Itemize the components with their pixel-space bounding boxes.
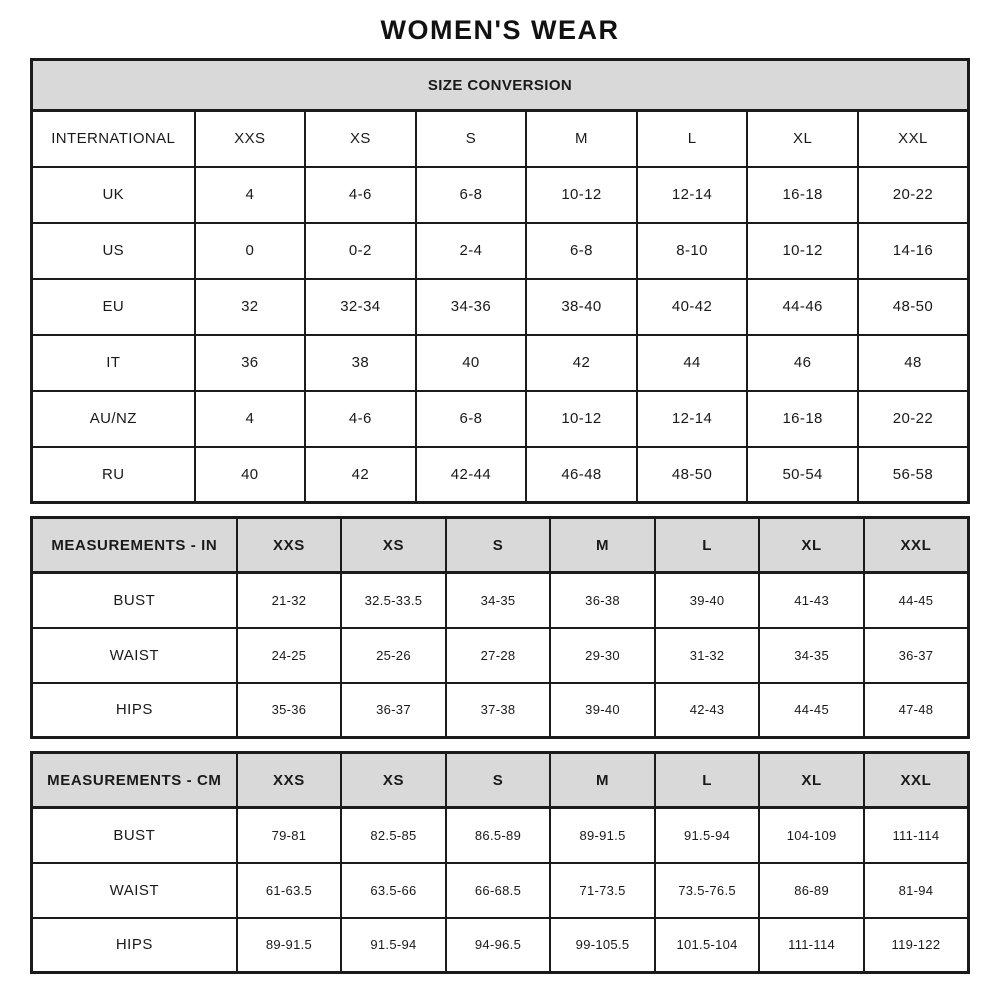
value-cell: 99-105.5: [550, 918, 655, 973]
row-label: HIPS: [32, 918, 237, 973]
table-row: [32, 447, 969, 503]
header-label: INTERNATIONAL: [32, 111, 195, 167]
size-cell: 10-12: [747, 223, 858, 279]
size-cell: 42-44: [416, 447, 527, 503]
size-header: XL: [759, 518, 864, 573]
size-cell: 40: [195, 447, 306, 503]
row-label: BUST: [32, 808, 237, 863]
size-cell: 46: [747, 335, 858, 391]
size-cell: 8-10: [637, 223, 748, 279]
value-cell: 34-35: [759, 628, 864, 683]
page-title: WOMEN'S WEAR: [380, 15, 620, 45]
value-cell: 86-89: [759, 863, 864, 918]
value-cell: 82.5-85: [341, 808, 446, 863]
size-cell: 38-40: [526, 279, 637, 335]
value-cell: 71-73.5: [550, 863, 655, 918]
size-cell: 38: [305, 335, 416, 391]
row-label: IT: [32, 335, 195, 391]
table-row: [32, 808, 969, 863]
size-conversion-title: SIZE CONVERSION: [32, 60, 969, 111]
size-header: L: [655, 518, 760, 573]
size-cell: 48-50: [858, 279, 969, 335]
size-cell: 12-14: [637, 391, 748, 447]
value-cell: 94-96.5: [446, 918, 551, 973]
size-header: L: [655, 753, 760, 808]
value-cell: 29-30: [550, 628, 655, 683]
size-cell: 16-18: [747, 167, 858, 223]
size-cell: 42: [526, 335, 637, 391]
table-row: [32, 223, 969, 279]
size-cell: 36: [195, 335, 306, 391]
size-header: XS: [341, 753, 446, 808]
table-row: [32, 918, 969, 973]
value-cell: 39-40: [655, 573, 760, 628]
measurements-cm-table: [30, 751, 970, 974]
table-row: [32, 391, 969, 447]
value-cell: 27-28: [446, 628, 551, 683]
size-header: XXS: [237, 518, 342, 573]
size-cell: 46-48: [526, 447, 637, 503]
size-cell: 42: [305, 447, 416, 503]
size-cell: 20-22: [858, 167, 969, 223]
size-cell: 4-6: [305, 391, 416, 447]
value-cell: 47-48: [864, 683, 969, 738]
size-header: XXL: [858, 111, 969, 167]
size-cell: 10-12: [526, 167, 637, 223]
value-cell: 73.5-76.5: [655, 863, 760, 918]
value-cell: 41-43: [759, 573, 864, 628]
size-cell: 48: [858, 335, 969, 391]
size-cell: 10-12: [526, 391, 637, 447]
table-row: [32, 60, 969, 111]
size-header: XXS: [237, 753, 342, 808]
value-cell: 101.5-104: [655, 918, 760, 973]
table-row: [32, 518, 969, 573]
size-cell: 20-22: [858, 391, 969, 447]
size-cell: 0-2: [305, 223, 416, 279]
size-header: XS: [305, 111, 416, 167]
row-label: UK: [32, 167, 195, 223]
value-cell: 34-35: [446, 573, 551, 628]
value-cell: 31-32: [655, 628, 760, 683]
size-cell: 4: [195, 167, 306, 223]
size-header: XL: [747, 111, 858, 167]
table-row: [32, 683, 969, 738]
value-cell: 79-81: [237, 808, 342, 863]
value-cell: 61-63.5: [237, 863, 342, 918]
size-header: XXL: [864, 518, 969, 573]
table-row: [32, 111, 969, 167]
size-cell: 4-6: [305, 167, 416, 223]
value-cell: 44-45: [759, 683, 864, 738]
value-cell: 44-45: [864, 573, 969, 628]
table-row: [32, 863, 969, 918]
value-cell: 37-38: [446, 683, 551, 738]
value-cell: 36-38: [550, 573, 655, 628]
size-cell: 56-58: [858, 447, 969, 503]
value-cell: 66-68.5: [446, 863, 551, 918]
value-cell: 35-36: [237, 683, 342, 738]
value-cell: 42-43: [655, 683, 760, 738]
size-cell: 50-54: [747, 447, 858, 503]
measurements-in-table: [30, 516, 970, 739]
value-cell: 32.5-33.5: [341, 573, 446, 628]
size-header: XXL: [864, 753, 969, 808]
row-label: AU/NZ: [32, 391, 195, 447]
size-cell: 34-36: [416, 279, 527, 335]
size-header: S: [446, 518, 551, 573]
value-cell: 24-25: [237, 628, 342, 683]
value-cell: 119-122: [864, 918, 969, 973]
size-cell: 12-14: [637, 167, 748, 223]
size-cell: 32-34: [305, 279, 416, 335]
size-header: XS: [341, 518, 446, 573]
measurements-in-title: MEASUREMENTS - IN: [32, 518, 237, 573]
value-cell: 25-26: [341, 628, 446, 683]
size-cell: 40: [416, 335, 527, 391]
value-cell: 39-40: [550, 683, 655, 738]
value-cell: 89-91.5: [550, 808, 655, 863]
size-cell: 16-18: [747, 391, 858, 447]
value-cell: 36-37: [341, 683, 446, 738]
value-cell: 91.5-94: [655, 808, 760, 863]
table-row: [32, 753, 969, 808]
size-cell: 6-8: [416, 167, 527, 223]
size-cell: 6-8: [416, 391, 527, 447]
size-header: L: [637, 111, 748, 167]
size-header: XL: [759, 753, 864, 808]
size-cell: 0: [195, 223, 306, 279]
value-cell: 81-94: [864, 863, 969, 918]
size-cell: 6-8: [526, 223, 637, 279]
measurements-cm-title: MEASUREMENTS - CM: [32, 753, 237, 808]
size-header: M: [550, 518, 655, 573]
table-row: [32, 573, 969, 628]
value-cell: 111-114: [759, 918, 864, 973]
size-cell: 48-50: [637, 447, 748, 503]
value-cell: 111-114: [864, 808, 969, 863]
value-cell: 36-37: [864, 628, 969, 683]
size-cell: 44: [637, 335, 748, 391]
size-cell: 44-46: [747, 279, 858, 335]
value-cell: 91.5-94: [341, 918, 446, 973]
size-header: S: [446, 753, 551, 808]
value-cell: 63.5-66: [341, 863, 446, 918]
size-cell: 32: [195, 279, 306, 335]
size-cell: 2-4: [416, 223, 527, 279]
size-header: M: [550, 753, 655, 808]
value-cell: 86.5-89: [446, 808, 551, 863]
size-header: M: [526, 111, 637, 167]
row-label: WAIST: [32, 863, 237, 918]
size-header: XXS: [195, 111, 306, 167]
size-conversion-table: [30, 58, 970, 504]
size-cell: 14-16: [858, 223, 969, 279]
row-label: WAIST: [32, 628, 237, 683]
row-label: RU: [32, 447, 195, 503]
table-row: [32, 628, 969, 683]
row-label: EU: [32, 279, 195, 335]
value-cell: 89-91.5: [237, 918, 342, 973]
value-cell: 21-32: [237, 573, 342, 628]
size-cell: 4: [195, 391, 306, 447]
row-label: US: [32, 223, 195, 279]
value-cell: 104-109: [759, 808, 864, 863]
table-row: [32, 279, 969, 335]
size-header: S: [416, 111, 527, 167]
table-row: [32, 335, 969, 391]
row-label: BUST: [32, 573, 237, 628]
size-cell: 40-42: [637, 279, 748, 335]
row-label: HIPS: [32, 683, 237, 738]
table-row: [32, 167, 969, 223]
